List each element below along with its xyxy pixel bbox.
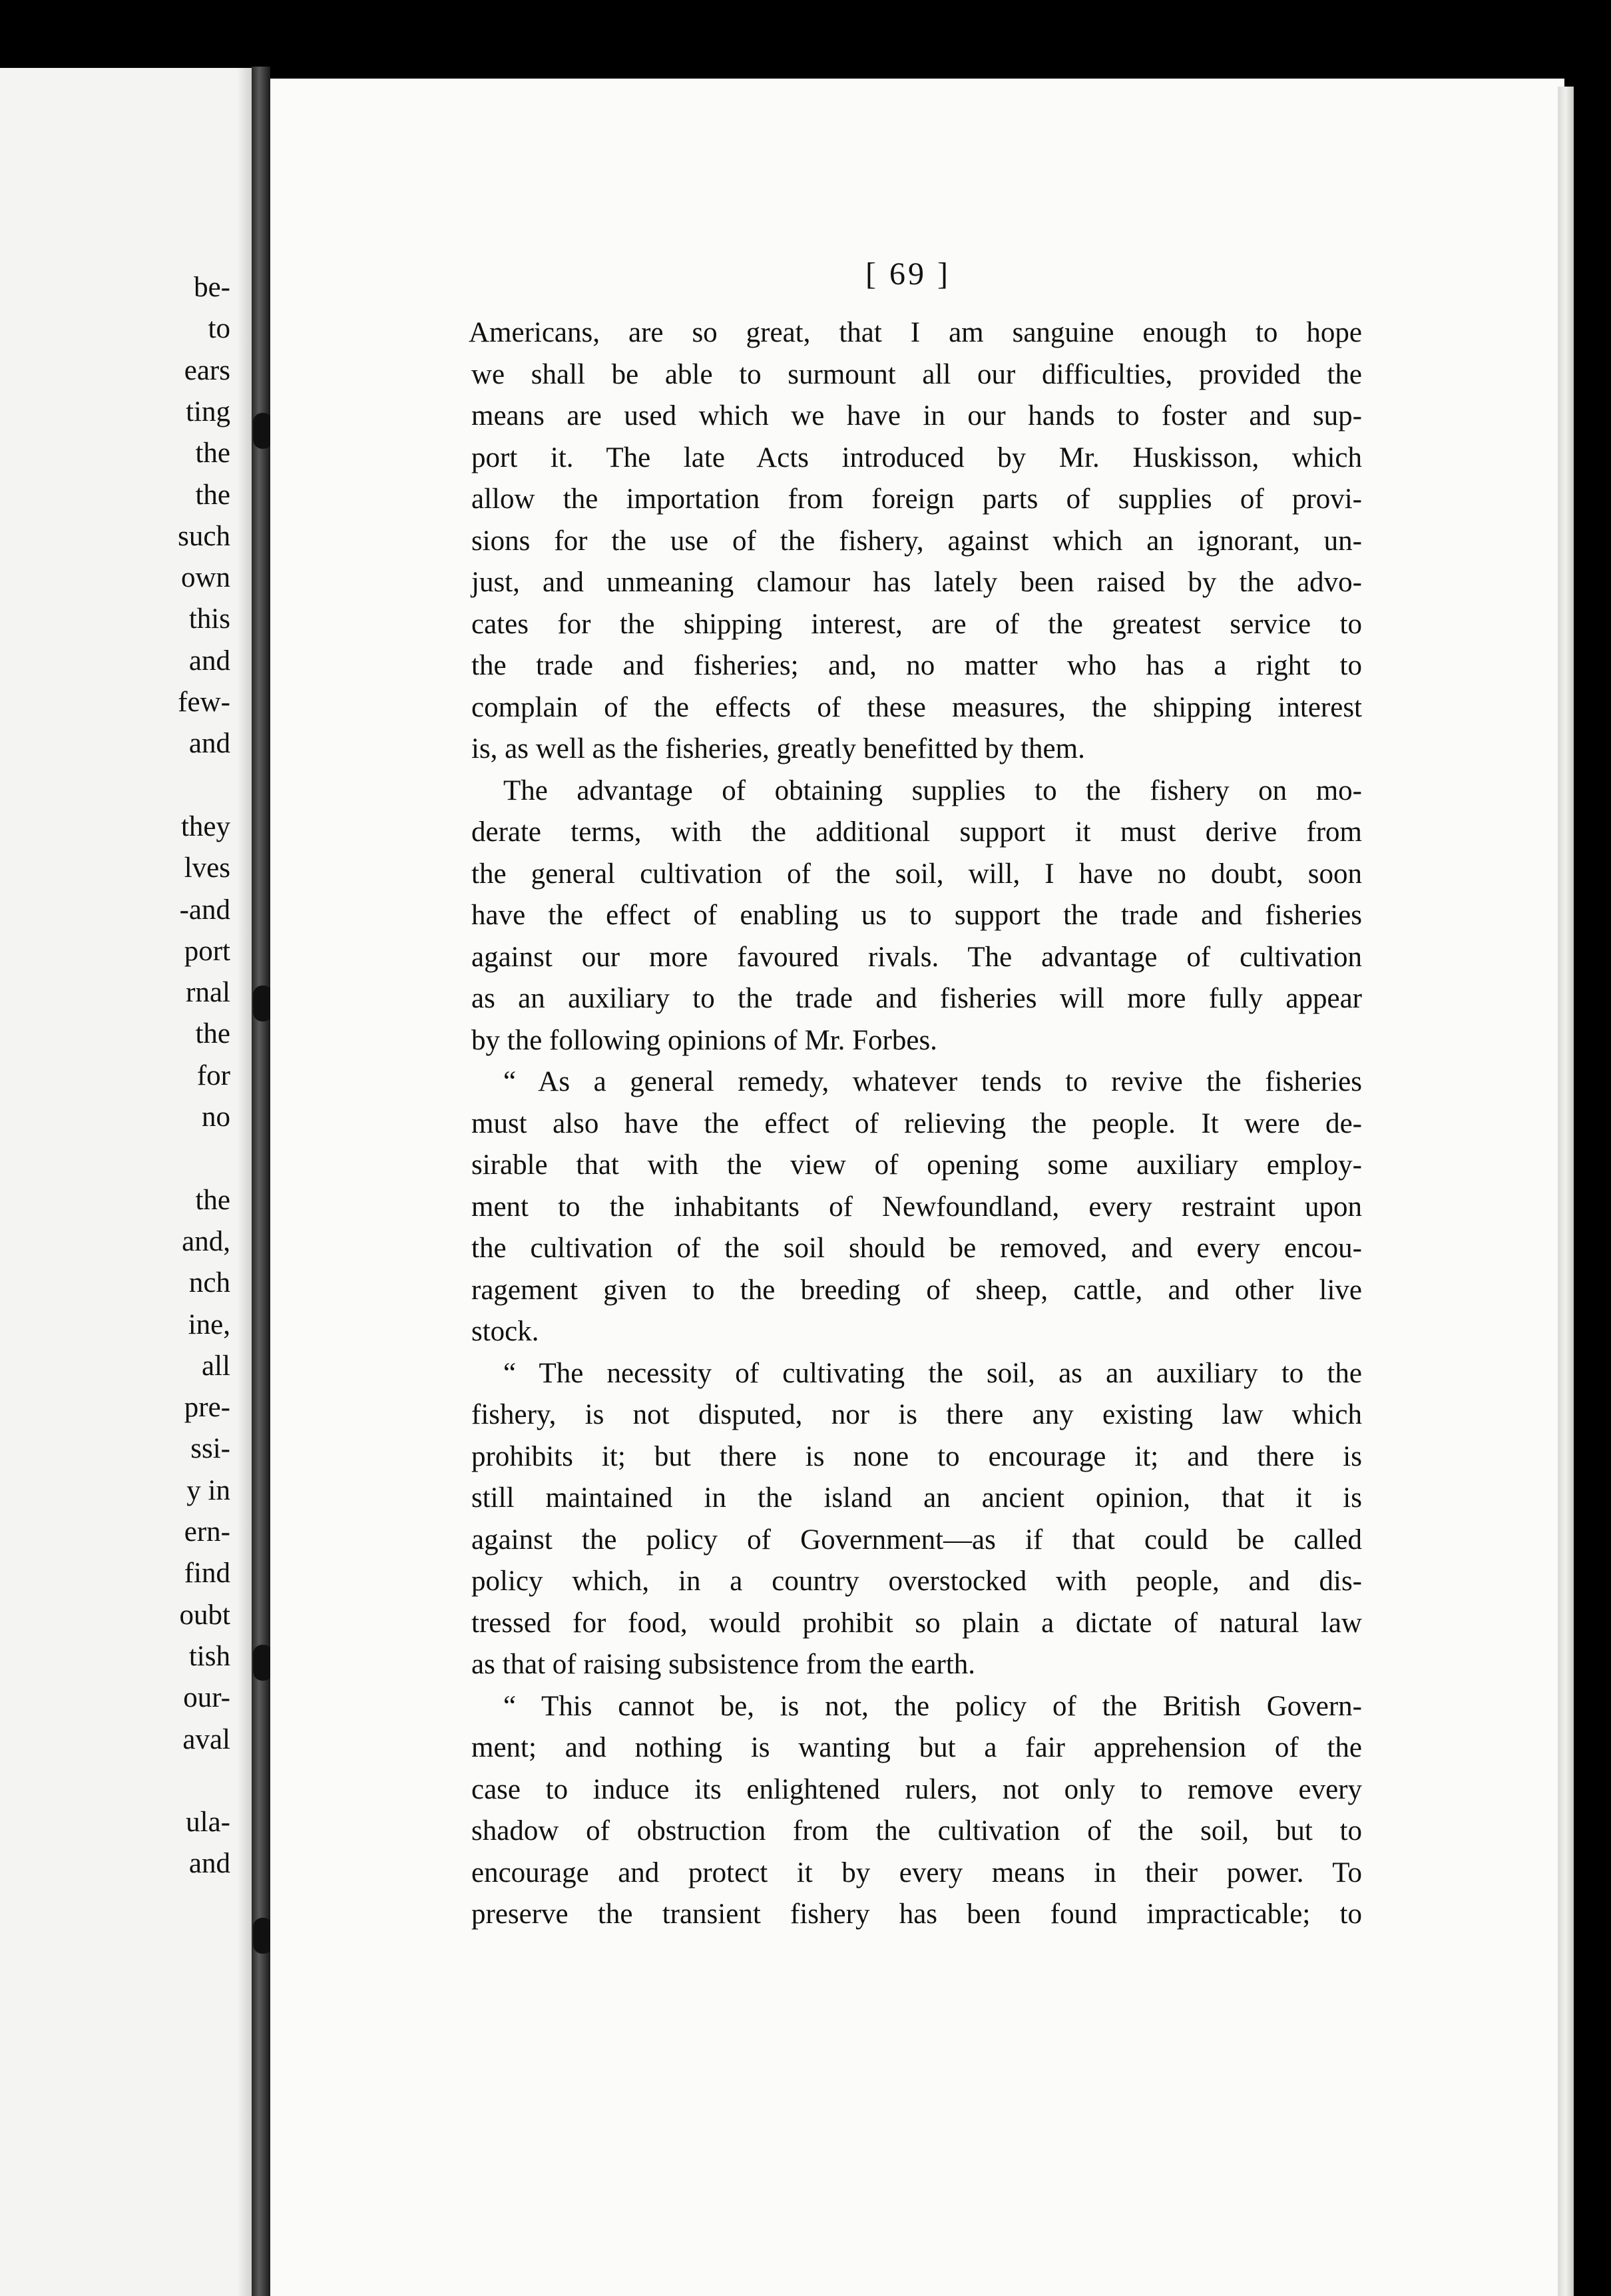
left-page-line: -and bbox=[179, 894, 230, 926]
text-line: “ The necessity of cultivating the soil, as an auxiliary to the bbox=[503, 1357, 1362, 1389]
left-page-line: own bbox=[180, 562, 230, 594]
text-line: as an auxiliary to the trade and fisheries will more fully appear bbox=[471, 983, 1362, 1014]
book-binding bbox=[252, 67, 270, 2296]
left-page-line: the bbox=[195, 1018, 230, 1050]
left-page-line: for bbox=[196, 1059, 230, 1091]
text-line: allow the importation from foreign parts of supplies of provi- bbox=[471, 483, 1362, 515]
text-line: we shall be able to surmount all our difficulties, provided the bbox=[471, 358, 1362, 390]
left-page-line: and, bbox=[182, 1225, 230, 1257]
left-page-line: no bbox=[202, 1101, 230, 1133]
page-edge bbox=[1558, 87, 1574, 2296]
text-line: is, as well as the fisheries, greatly benefitted by them. bbox=[471, 733, 1085, 764]
left-page-line: and bbox=[188, 1848, 230, 1880]
left-page-line: to bbox=[208, 313, 230, 345]
text-line: means are used which we have in our hands to foster and sup- bbox=[471, 400, 1362, 431]
left-page-line: nch bbox=[188, 1267, 230, 1299]
text-line: as that of raising subsistence from the earth. bbox=[471, 1649, 976, 1680]
text-line: ment to the inhabitants of Newfoundland, every restraint upon bbox=[471, 1191, 1362, 1223]
text-line: case to induce its enlightened rulers, not only to remove every bbox=[471, 1773, 1362, 1805]
left-page-fragment bbox=[0, 68, 253, 2296]
left-page-line: ine, bbox=[188, 1308, 230, 1340]
text-line: must also have the effect of relieving the people. It were de- bbox=[471, 1107, 1362, 1139]
left-page-line: oubt bbox=[179, 1599, 230, 1631]
text-line: the cultivation of the soil should be removed, and every encou- bbox=[471, 1233, 1362, 1264]
text-line: port it. The late Acts introduced by Mr. Huskisson, which bbox=[471, 441, 1362, 473]
text-line: have the effect of enabling us to support the trade and fisheries bbox=[471, 900, 1362, 931]
left-page-line: y in bbox=[186, 1474, 230, 1506]
text-line: “ As a general remedy, whatever tends to revive the fisheries bbox=[503, 1066, 1362, 1097]
left-page-line: few- bbox=[178, 687, 230, 718]
left-page-line: aval bbox=[182, 1723, 230, 1755]
left-page-line: find bbox=[184, 1558, 230, 1589]
text-line: “ This cannot be, is not, the policy of the British Govern- bbox=[503, 1690, 1362, 1722]
left-page-line: ears bbox=[184, 354, 230, 386]
text-line: against our more favoured rivals. The advantage of cultivation bbox=[471, 941, 1362, 973]
left-page-line: lves bbox=[184, 852, 230, 884]
page-number: [ 69 ] bbox=[865, 256, 951, 292]
left-page-line: the bbox=[195, 479, 230, 511]
text-line: sirable that with the view of opening some auxiliary employ- bbox=[471, 1149, 1362, 1181]
left-page-line: be- bbox=[194, 272, 230, 303]
text-line: encourage and protect it by every means in their power. To bbox=[471, 1857, 1362, 1888]
left-page-line: tish bbox=[188, 1640, 230, 1672]
text-line: the trade and fisheries; and, no matter who has a right to bbox=[471, 650, 1362, 681]
left-page-line: pre- bbox=[184, 1392, 230, 1424]
text-line: still maintained in the island an ancient opinion, that it is bbox=[471, 1482, 1362, 1514]
text-line: Americans, are so great, that I am sanguine enough to hope bbox=[469, 317, 1362, 348]
text-line: by the following opinions of Mr. Forbes. bbox=[471, 1024, 937, 1056]
text-line: complain of the effects of these measures, the shipping interest bbox=[471, 691, 1362, 723]
text-line: The advantage of obtaining supplies to the fishery on mo- bbox=[503, 774, 1362, 806]
text-line: against the policy of Government—as if that could be called bbox=[471, 1524, 1362, 1556]
text-line: ment; and nothing is wanting but a fair apprehension of the bbox=[471, 1732, 1362, 1763]
left-page-line: and bbox=[188, 728, 230, 760]
left-page-line: ern- bbox=[184, 1516, 230, 1548]
left-page-line: ting bbox=[186, 396, 230, 428]
text-line: prohibits it; but there is none to encourage it; and there is bbox=[471, 1440, 1362, 1472]
text-line: tressed for food, would prohibit so plain a dictate of natural law bbox=[471, 1607, 1362, 1639]
text-line: preserve the transient fishery has been found impracticable; to bbox=[471, 1898, 1362, 1930]
text-line: shadow of obstruction from the cultivation of the soil, but to bbox=[471, 1815, 1362, 1847]
left-page-line: the bbox=[195, 1184, 230, 1216]
text-line: sions for the use of the fishery, against which an ignorant, un- bbox=[471, 525, 1362, 557]
left-page-line: such bbox=[178, 520, 230, 552]
gutter-shadow bbox=[237, 68, 253, 2296]
text-line: the general cultivation of the soil, will, I have no doubt, soon bbox=[471, 858, 1362, 890]
left-page-line: port bbox=[184, 935, 230, 967]
left-page-line: this bbox=[188, 603, 230, 635]
left-page-line: ula- bbox=[186, 1807, 230, 1839]
text-line: stock. bbox=[471, 1316, 539, 1347]
left-page-line: rnal bbox=[186, 977, 230, 1009]
text-line: policy which, in a country overstocked with people, and dis- bbox=[471, 1566, 1362, 1597]
text-line: ragement given to the breeding of sheep, cattle, and other live bbox=[471, 1274, 1362, 1306]
text-line: fishery, is not disputed, nor is there any existing law which bbox=[471, 1399, 1362, 1430]
left-page-line: the bbox=[195, 437, 230, 469]
text-line: derate terms, with the additional support it must derive from bbox=[471, 816, 1362, 848]
left-page-line: our- bbox=[183, 1682, 230, 1714]
left-page-line: and bbox=[188, 645, 230, 677]
left-page-line: all bbox=[202, 1350, 230, 1382]
left-page-line: ssi- bbox=[190, 1433, 230, 1465]
text-line: just, and unmeaning clamour has lately been raised by the advo- bbox=[471, 567, 1362, 598]
left-page-line: they bbox=[180, 810, 230, 842]
text-line: cates for the shipping interest, are of the greatest service to bbox=[471, 608, 1362, 640]
